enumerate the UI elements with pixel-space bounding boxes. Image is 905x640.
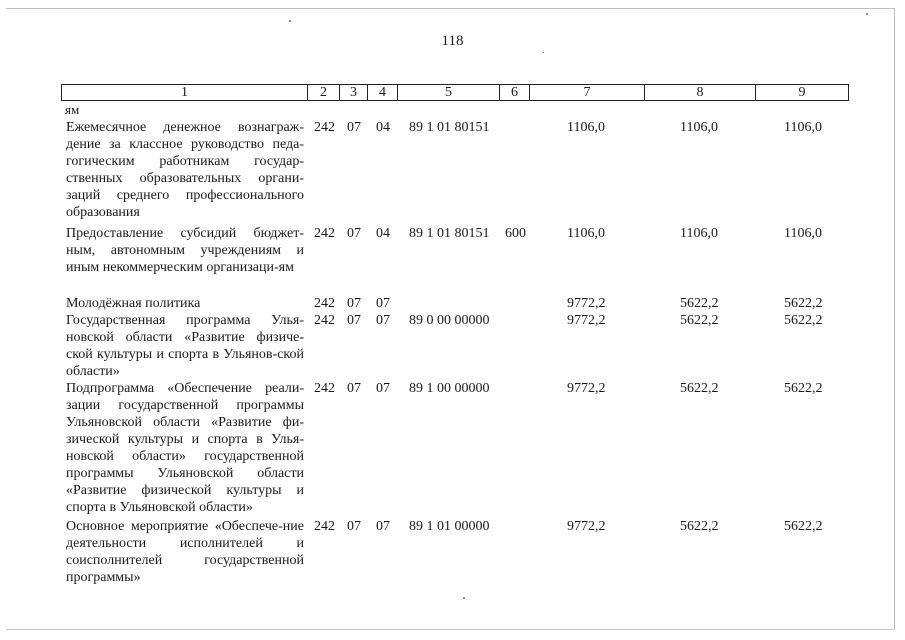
cell-col-4: 07 [376, 381, 390, 396]
cell-col-7: 1106,0 [567, 226, 605, 241]
cell-col-2: 242 [314, 296, 335, 311]
cell-col-3: 07 [347, 313, 361, 328]
row-name: Молодёжная политика [66, 296, 201, 311]
continuation-text: ям [65, 102, 80, 117]
cell-col-4: 04 [376, 120, 390, 135]
cell-col-7: 9772,2 [567, 296, 606, 311]
cell-col-5: 89 0 00 00000 [409, 313, 490, 328]
row-name: Государственная программа Улья-новской области «Развитие физиче-ской культуры и спорта в Ульянов-ской области» [66, 313, 304, 379]
cell-col-2: 242 [314, 120, 335, 135]
cell-col-8: 1106,0 [680, 120, 718, 135]
cell-col-9: 5622,2 [784, 381, 823, 396]
cell-col-8: 5622,2 [680, 519, 719, 534]
cell-col-7: 9772,2 [567, 313, 606, 328]
cell-col-8: 5622,2 [680, 313, 719, 328]
cell-col-6: 600 [505, 226, 526, 241]
row-name: Основное мероприятие «Обеспече-ние деятельности исполнителей и соисполнителей государственной программы» [66, 519, 304, 585]
header-col-2: 2 [308, 85, 340, 100]
cell-col-4: 07 [376, 296, 390, 311]
cell-col-2: 242 [314, 381, 335, 396]
cell-col-9: 1106,0 [784, 226, 822, 241]
header-col-8: 8 [645, 85, 756, 100]
cell-col-4: 07 [376, 313, 390, 328]
cell-col-3: 07 [347, 120, 361, 135]
header-col-1: 1 [62, 85, 308, 100]
cell-col-9: 1106,0 [784, 120, 822, 135]
scan-speck [289, 20, 291, 22]
header-col-6: 6 [500, 85, 530, 100]
cell-col-5: 89 1 01 80151 [409, 226, 490, 241]
header-col-4: 4 [368, 85, 398, 100]
cell-col-7: 9772,2 [567, 519, 606, 534]
row-name: Подпрограмма «Обеспечение реали-зации государственной программы Ульяновской области «Развитие фи-зической культуры и спорта в Улья-новской области» государственной программы Ульяновской области «Развитие физической культуры и спорта в Ульяновской области» [66, 381, 304, 515]
cell-col-8: 5622,2 [680, 381, 719, 396]
cell-col-8: 1106,0 [680, 226, 718, 241]
cell-col-5: 89 1 01 00000 [409, 519, 490, 534]
scan-speck [463, 597, 465, 599]
cell-col-8: 5622,2 [680, 296, 719, 311]
row-name: Ежемесячное денежное вознаграж-дение за классное руководство педа-гогическим работникам государ-ственных образовательных органи-заций среднего профессионального образования [66, 120, 304, 220]
cell-col-5: 89 1 00 00000 [409, 381, 490, 396]
page-number: 118 [441, 33, 464, 49]
header-col-7: 7 [530, 85, 645, 100]
header-col-9: 9 [798, 85, 806, 100]
scan-speck [866, 13, 868, 15]
scan-speck [543, 52, 544, 53]
row-name: Предоставление субсидий бюджет-ным, автономным учреждениям и иным некоммерческим организаци-ям [66, 226, 304, 275]
cell-col-7: 9772,2 [567, 381, 606, 396]
cell-col-7: 1106,0 [567, 120, 605, 135]
cell-col-9: 5622,2 [784, 519, 823, 534]
cell-col-9: 5622,2 [784, 296, 823, 311]
cell-col-2: 242 [314, 519, 335, 534]
header-col-5: 5 [398, 85, 500, 100]
cell-col-3: 07 [347, 226, 361, 241]
cell-col-5: 89 1 01 80151 [409, 120, 490, 135]
cell-col-3: 07 [347, 519, 361, 534]
table-header [61, 84, 849, 101]
cell-col-3: 07 [347, 296, 361, 311]
cell-col-2: 242 [314, 313, 335, 328]
cell-col-4: 04 [376, 226, 390, 241]
cell-col-2: 242 [314, 226, 335, 241]
cell-col-9: 5622,2 [784, 313, 823, 328]
cell-col-4: 07 [376, 519, 390, 534]
cell-col-3: 07 [347, 381, 361, 396]
header-col-3: 3 [340, 85, 368, 100]
